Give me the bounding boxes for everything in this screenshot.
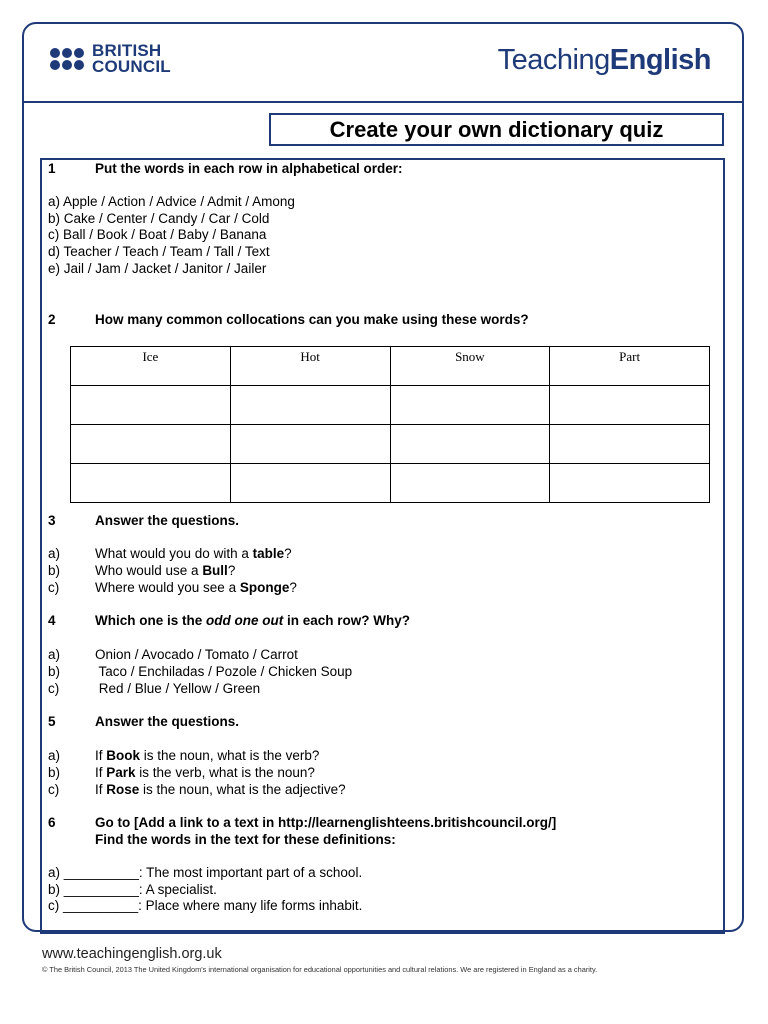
table-header-ice: Ice [71, 347, 231, 386]
q5-prompt: Answer the questions. [95, 714, 240, 729]
teaching-english-logo: TeachingEnglish [497, 44, 711, 76]
list-item: d) Teacher / Teach / Team / Tall / Text [48, 244, 270, 260]
list-item: Where would you see a Sponge? [95, 580, 297, 595]
header-divider [24, 101, 742, 103]
table-header-part: Part [550, 347, 710, 386]
list-item: If Park is the verb, what is the noun? [95, 765, 315, 780]
list-item: What would you do with a table? [95, 546, 292, 561]
list-item: b) Cake / Center / Candy / Car / Cold [48, 210, 270, 226]
q1-prompt: Put the words in each row in alphabetical order: [95, 161, 403, 176]
q1-number: 1 [48, 161, 56, 176]
q6-prompt-line1: Go to [Add a link to a text in http://learnenglishteens.britishcouncil.org/] [95, 815, 557, 830]
footer-url[interactable]: www.teachingenglish.org.uk [42, 946, 222, 962]
british-council-wordmark: BRITISH COUNCIL [92, 41, 171, 76]
q3-number: 3 [48, 513, 56, 528]
footer-copyright: © The British Council, 2013 The United Kingdom's international organisation for educational opportunities and cultural relations. We are registered in England as a charity. [42, 965, 598, 974]
q1-list [48, 194, 295, 278]
list-item: If Book is the noun, what is the verb? [95, 748, 320, 763]
list-item: Red / Blue / Yellow / Green [95, 681, 261, 696]
list-item: Onion / Avocado / Tomato / Carrot [95, 647, 298, 662]
q3-prompt: Answer the questions. [95, 513, 240, 528]
list-item: b) __________: A specialist. [48, 881, 217, 897]
page-title: Create your own dictionary quiz [269, 113, 724, 146]
table-header-snow: Snow [390, 347, 550, 386]
collocation-table [70, 346, 710, 503]
list-item: Taco / Enchiladas / Pozole / Chicken Soup [95, 664, 353, 679]
list-item: c) __________: Place where many life forms inhabit. [48, 898, 363, 914]
list-item: a) Apple / Action / Advice / Admit / Among [48, 194, 295, 209]
table-row [71, 464, 710, 503]
table-row [71, 386, 710, 425]
q4-prompt: Which one is the odd one out in each row? Why? [95, 613, 411, 628]
list-item: e) Jail / Jam / Jacket / Janitor / Jailer [48, 260, 267, 276]
british-council-dots-icon [50, 48, 84, 70]
q4-number: 4 [48, 613, 56, 628]
q5-number: 5 [48, 714, 56, 729]
q2-number: 2 [48, 312, 56, 327]
q6-number: 6 [48, 815, 56, 830]
list-item: Who would use a Bull? [95, 563, 236, 578]
list-item: a) __________: The most important part of a school. [48, 865, 363, 880]
q2-prompt: How many common collocations can you make using these words? [95, 312, 529, 327]
table-row [71, 425, 710, 464]
list-item: If Rose is the noun, what is the adjective? [95, 782, 346, 797]
british-council-logo [50, 43, 171, 75]
list-item: c) Ball / Book / Boat / Baby / Banana [48, 227, 267, 243]
q6-list [48, 865, 362, 915]
table-header-hot: Hot [230, 347, 390, 386]
q6-prompt-line2: Find the words in the text for these definitions: [95, 832, 396, 847]
